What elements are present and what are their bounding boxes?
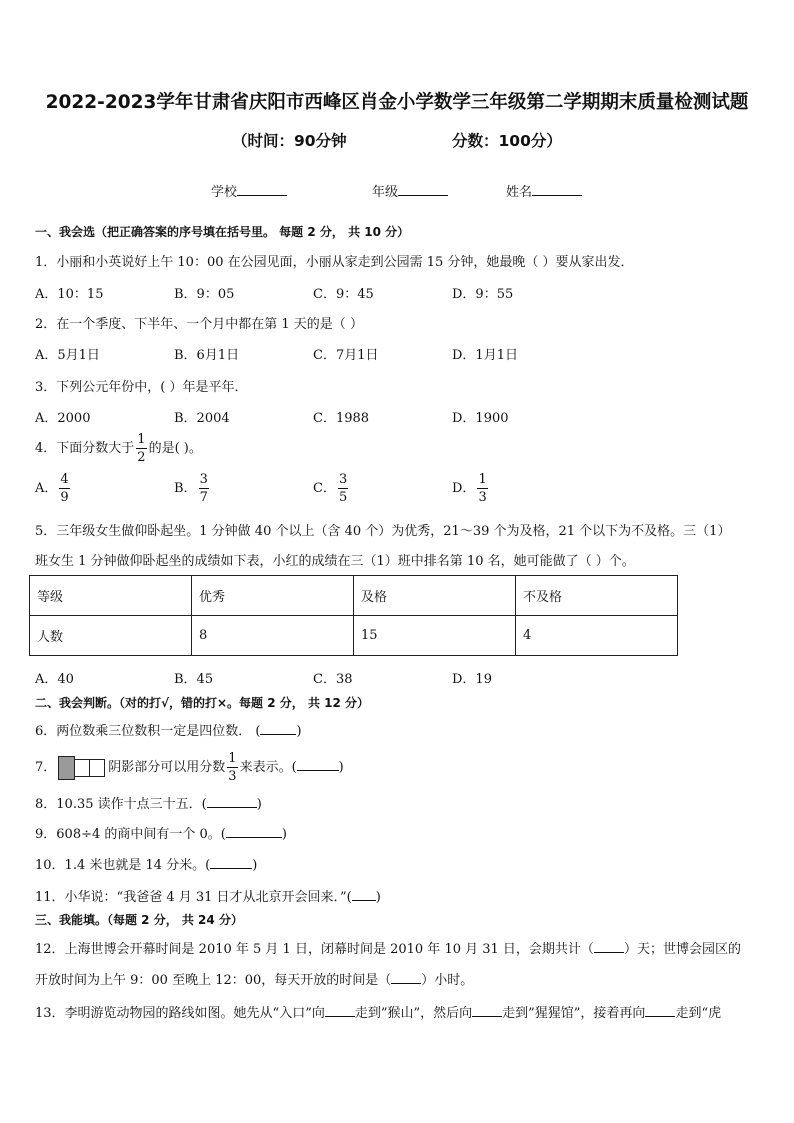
answer-blank[interactable] xyxy=(352,887,376,901)
answer-blank[interactable] xyxy=(325,1003,355,1017)
fraction-denominator: 9 xyxy=(60,490,69,505)
fraction-numerator: 3 xyxy=(338,472,348,487)
question-12-line-1 xyxy=(35,938,741,957)
option-label: C． xyxy=(313,481,336,496)
table-row xyxy=(30,616,678,656)
question-11 xyxy=(35,886,381,905)
question-4-option-a[interactable] xyxy=(35,473,72,504)
table-cell: 8 xyxy=(192,616,354,656)
grade-label: 年级 xyxy=(372,185,399,200)
question-4-suffix: 的是( )。 xyxy=(148,441,202,456)
question-2-option-a[interactable]: A．5月1日 xyxy=(35,348,100,363)
answer-blank[interactable] xyxy=(391,970,421,984)
question-5-line-2: 班女生 1 分钟做仰卧起坐的成绩如下表，小红的成绩在三（1）班中排名第 10 名，她可能做了（ ）个。 xyxy=(35,554,635,569)
option-fraction xyxy=(338,473,348,504)
section-3-heading: 三、我能填。（每题 2 分， 共 24 分） xyxy=(35,913,243,927)
fraction-denominator: 5 xyxy=(338,490,348,505)
question-9 xyxy=(35,823,287,842)
question-13-line-1 xyxy=(35,1002,721,1021)
question-6-text: 6．两位数乘三位数积一定是四位数． ( xyxy=(35,724,261,739)
option-label: B． xyxy=(174,481,197,496)
school-label: 学校 xyxy=(211,185,238,200)
bar-figure-svg xyxy=(58,756,106,780)
answer-blank[interactable] xyxy=(210,855,252,869)
question-5-line-1: 5．三年级女生做仰卧起坐。1 分钟做 40 个以上（含 40 个）为优秀，21～39 个为及格，21 个以下为不及格。三（1） xyxy=(35,524,731,539)
question-3-text: 3．下列公元年份中，( ）年是平年． xyxy=(35,380,248,395)
question-13-text-c: 走到”猩猩馆”，接着再向 xyxy=(502,1006,646,1021)
table-cell: 人数 xyxy=(30,616,192,656)
question-3-option-a[interactable]: A．2000 xyxy=(35,411,91,426)
table-row xyxy=(30,576,678,616)
question-1-option-a[interactable]: A．10：15 xyxy=(35,287,104,302)
fraction-denominator: 3 xyxy=(228,769,237,784)
option-fraction xyxy=(199,473,209,504)
fraction-denominator: 7 xyxy=(199,490,208,505)
option-label: A． xyxy=(35,481,58,496)
answer-blank[interactable] xyxy=(472,1003,502,1017)
question-12-text-b: ）天；世博会园区的 xyxy=(623,942,741,957)
shaded-part xyxy=(59,756,75,779)
question-3-option-c[interactable]: C．1988 xyxy=(313,411,370,426)
question-13-text-d: 走到“虎 xyxy=(675,1006,722,1021)
school-blank[interactable] xyxy=(237,183,287,196)
question-10-close: ) xyxy=(252,858,258,873)
answer-blank[interactable] xyxy=(207,794,257,808)
unshaded-part xyxy=(90,759,105,776)
question-3-option-b[interactable]: B．2004 xyxy=(174,411,230,426)
question-2-option-d[interactable]: D．1月1日 xyxy=(452,348,518,363)
unshaded-part xyxy=(75,759,90,776)
question-5-option-b[interactable]: B．45 xyxy=(174,672,214,687)
question-5-option-d[interactable]: D．19 xyxy=(452,672,492,687)
name-blank[interactable] xyxy=(532,183,582,196)
fraction-numerator: 4 xyxy=(60,472,69,487)
question-4-option-b[interactable] xyxy=(174,473,211,504)
table-header-cell: 优秀 xyxy=(192,576,354,616)
question-11-close: ) xyxy=(375,890,381,905)
question-6 xyxy=(35,720,302,739)
question-4-text xyxy=(35,433,202,464)
name-label: 姓名 xyxy=(506,185,533,200)
question-7 xyxy=(35,752,344,783)
question-4-fraction xyxy=(136,433,146,464)
question-12-text-d: ）小时。 xyxy=(421,973,474,988)
question-5-option-a[interactable]: A．40 xyxy=(35,672,74,687)
fraction-numerator: 1 xyxy=(228,751,237,766)
question-12-text-c: 开放时间为上午 9：00 至晚上 12：00，每天开放的时间是（ xyxy=(35,973,392,988)
answer-blank[interactable] xyxy=(594,939,624,953)
question-10-text: 10．1.4 米也就是 14 分米。( xyxy=(35,858,211,873)
table-header-cell: 及格 xyxy=(354,576,516,616)
question-4-option-d[interactable] xyxy=(452,473,490,504)
option-label: D． xyxy=(452,481,476,496)
grade-table xyxy=(29,575,678,656)
answer-blank[interactable] xyxy=(226,824,282,838)
section-1-heading: 一、我会选（把正确答案的序号填在括号里。 每题 2 分， 共 10 分） xyxy=(35,225,410,239)
question-7-suffix: 来表示。( xyxy=(239,760,297,775)
question-10 xyxy=(35,854,257,873)
shaded-bar-figure xyxy=(58,756,106,780)
question-7-prefix: 7． xyxy=(35,760,57,775)
question-13-text-b: 走到”猴山”，然后向 xyxy=(354,1006,473,1021)
exam-score: 分数：100分） xyxy=(452,132,562,150)
answer-blank[interactable] xyxy=(645,1003,675,1017)
question-1-option-c[interactable]: C．9：45 xyxy=(313,287,374,302)
question-2-option-b[interactable]: B．6月1日 xyxy=(174,348,240,363)
table-cell: 4 xyxy=(516,616,678,656)
fraction-numerator: 1 xyxy=(137,432,146,447)
school-field xyxy=(211,181,287,200)
question-7-fraction xyxy=(227,752,237,783)
question-2-text: 2．在一个季度、下半年、一个月中都在第 1 天的是（ ） xyxy=(35,317,363,332)
question-11-text: 11．小华说：“我爸爸 4 月 31 日才从北京开会回来．”( xyxy=(35,890,352,905)
fraction-numerator: 1 xyxy=(478,472,487,487)
question-1-text: 1．小丽和小英说好上午 10：00 在公园见面，小丽从家走到公园需 15 分钟，她最晚（ ）要从家出发． xyxy=(35,255,634,270)
fraction-denominator: 2 xyxy=(137,450,146,465)
name-field xyxy=(506,181,582,200)
question-12-text-a: 12．上海世博会开幕时间是 2010 年 5 月 1 日，闭幕时间是 2010 年 10 月 31 日，会期共计（ xyxy=(35,942,594,957)
question-5-option-c[interactable]: C．38 xyxy=(313,672,353,687)
answer-blank[interactable] xyxy=(260,721,296,735)
question-12-line-2 xyxy=(35,969,473,988)
question-3-option-d[interactable]: D．1900 xyxy=(452,411,509,426)
page-title: 2022-2023学年甘肃省庆阳市西峰区肖金小学数学三年级第二学期期末质量检测试题 xyxy=(45,92,749,113)
question-7-close: ) xyxy=(338,760,344,775)
fraction-denominator: 3 xyxy=(478,490,487,505)
question-8 xyxy=(35,793,262,812)
table-header-cell: 等级 xyxy=(30,576,192,616)
question-4-option-c[interactable] xyxy=(313,473,350,504)
section-2-heading: 二、我会判断。（对的打√，错的打×。每题 2 分， 共 12 分） xyxy=(35,696,369,710)
question-6-close: ) xyxy=(296,724,302,739)
table-header-cell: 不及格 xyxy=(516,576,678,616)
question-1-option-d[interactable]: D．9：55 xyxy=(452,287,514,302)
question-8-close: ) xyxy=(256,797,262,812)
exam-time: （时间：90分钟 xyxy=(232,132,347,150)
grade-field xyxy=(372,181,448,200)
table-cell: 15 xyxy=(354,616,516,656)
question-9-text: 9．608÷4 的商中间有一个 0。( xyxy=(35,827,226,842)
fraction-numerator: 3 xyxy=(199,472,208,487)
question-2-option-c[interactable]: C．7月1日 xyxy=(313,348,379,363)
answer-blank[interactable] xyxy=(297,757,339,771)
question-7-middle: 阴影部分可以用分数 xyxy=(108,760,226,775)
option-fraction xyxy=(59,473,69,504)
question-9-close: ) xyxy=(281,827,287,842)
question-13-text-a: 13．李明游览动物园的路线如图。她先从“入口”向 xyxy=(35,1006,325,1021)
grade-blank[interactable] xyxy=(398,183,448,196)
question-4-prefix: 4．下面分数大于 xyxy=(35,441,135,456)
question-8-text: 8．10.35 读作十点三十五．( xyxy=(35,797,207,812)
question-1-option-b[interactable]: B．9：05 xyxy=(174,287,235,302)
option-fraction xyxy=(477,473,487,504)
